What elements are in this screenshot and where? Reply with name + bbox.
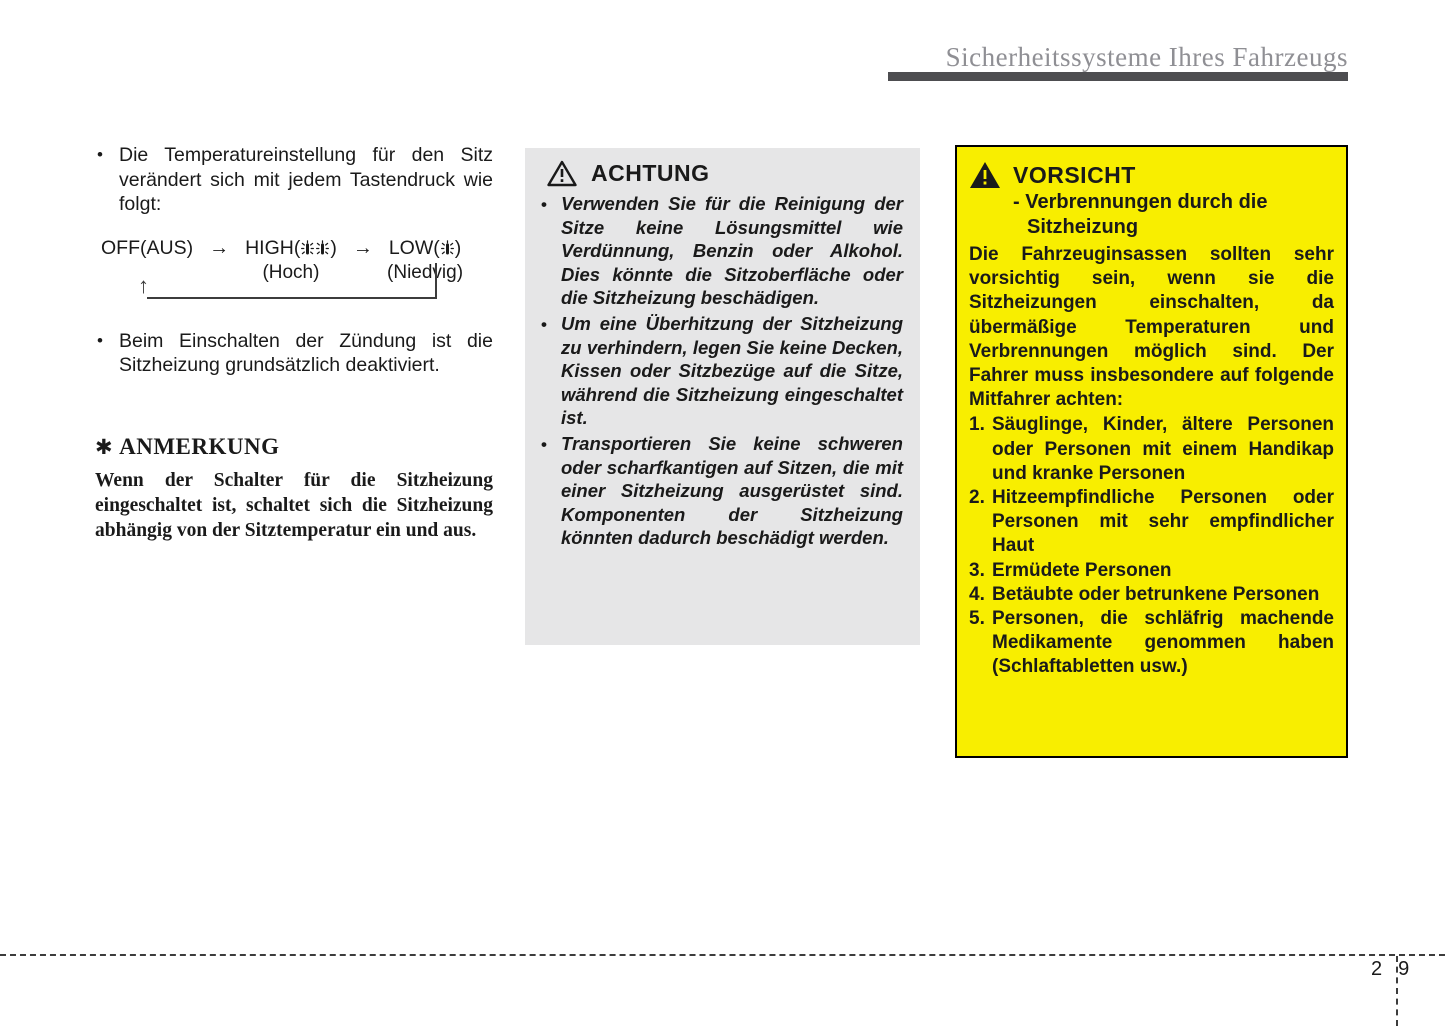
note-asterisk-icon: ✱: [95, 434, 114, 459]
warning-list-item: [969, 583, 1334, 607]
footer-dashed-rule: [0, 954, 1445, 956]
bullet-icon: •: [97, 330, 103, 350]
warning-list-item: [969, 559, 1334, 583]
warning-list-item: [969, 607, 1334, 680]
right-arrow-icon: →: [352, 236, 373, 259]
section-number: 2: [1371, 958, 1383, 980]
seat-heater-indicator-icon: [441, 240, 454, 257]
diagram-row: [101, 236, 493, 283]
up-arrow-icon: ↑: [138, 272, 149, 298]
warning-item-text: Ermüdete Personen: [992, 559, 1172, 581]
seat-heater-indicator-icon: [301, 240, 314, 257]
warning-subtitle-line1: - Verbrennungen durch die: [1013, 191, 1268, 213]
low-sublabel: (Niedvig): [387, 261, 464, 283]
high-mode-group: [245, 236, 337, 283]
list-number: 2.: [969, 487, 985, 509]
warning-item-text: Säuglinge, Kinder, ältere Personen oder Personen mit einem Handikap und kranke Personen: [992, 414, 1334, 484]
list-number: 5.: [969, 608, 985, 630]
low-mode-group: [387, 236, 464, 283]
warning-box: [955, 145, 1348, 758]
warning-intro-text: Die Fahrzeuginsassen sollten sehr vorsichtig sein, wenn sie die Sitzheizungen einschalten, da übermäßige Temperaturen und Verbrennungen möglich sind. Der Fahrer muss insbesondere auf folgende Mitfahrer achten:: [969, 244, 1334, 411]
low-label: LOW(: [388, 236, 440, 259]
bullet-icon: •: [541, 314, 547, 334]
bullet-icon: •: [97, 145, 103, 164]
list-number: 1.: [969, 414, 985, 436]
caution-title-row: [539, 160, 903, 187]
warning-item-text: Hitzeempfindliche Personen oder Personen mit sehr empfindlicher Haut: [992, 487, 1334, 557]
warning-item-text: Betäubte oder betrunkene Personen: [992, 583, 1320, 605]
bullet-text: Die Temperatureinstellung für den Sitz verändert sich mit jedem Tastendruck wie folgt:: [119, 144, 493, 215]
caution-item-text: Transportieren Sie keine schweren oder scharfkantigen auf Sitzen, die mit einer Sitzheizung ausgerüstet sind. Komponenten der Sitzheizung könnten dadurch beschädigt werden.: [561, 432, 903, 549]
high-label: HIGH(: [245, 236, 301, 259]
warning-list-item: [969, 486, 1334, 559]
bullet-icon: •: [541, 434, 547, 454]
caution-item: [539, 312, 903, 430]
page-number: [1371, 958, 1409, 981]
caution-title: ACHTUNG: [591, 160, 710, 186]
warning-title-row: [969, 161, 1334, 189]
warning-list-item: [969, 413, 1334, 486]
bullet-text: Beim Einschalten der Zündung ist die Sitzheizung grundsätzlich deaktiviert.: [119, 329, 493, 376]
list-number: 3.: [969, 559, 985, 581]
return-loop-line: [147, 263, 437, 299]
seat-heater-mode-diagram: [101, 237, 493, 317]
warning-item-text: Personen, die schläfrig machende Medikamente genommen haben (Schlaftabletten usw.): [992, 608, 1334, 678]
caution-item: [539, 192, 903, 310]
seat-heater-indicator-icon: [316, 240, 329, 257]
caution-item-text: Um eine Überhitzung der Sitzheizung zu verhindern, legen Sie keine Decken, Kissen oder Sitzbezüge auf die Sitze, während die Sitzheizung eingeschaltet ist.: [561, 312, 903, 429]
warning-subtitle-line2: Sitzheizung: [1027, 216, 1139, 238]
page-digit: 9: [1398, 958, 1410, 980]
note-heading: [95, 434, 493, 460]
bullet-temperature-setting: [95, 143, 493, 217]
bullet-icon: •: [541, 195, 547, 214]
off-label: OFF(AUS): [101, 236, 194, 259]
list-number: 4.: [969, 583, 985, 605]
left-column: [95, 143, 493, 543]
warning-triangle-outline-icon: [547, 160, 577, 187]
close-paren: ): [454, 236, 462, 259]
warning-title: VORSICHT: [1013, 161, 1136, 188]
high-sublabel: (Hoch): [262, 261, 320, 283]
header-rule: [888, 72, 1348, 81]
close-paren: ): [330, 236, 337, 259]
chapter-title: Sicherheitssysteme Ihres Fahrzeugs: [945, 42, 1348, 72]
note-title-text: ANMERKUNG: [119, 433, 280, 459]
bullet-ignition-default: [95, 329, 493, 378]
warning-list: [969, 413, 1334, 679]
warning-triangle-filled-icon: [969, 161, 1001, 189]
caution-item-text: Verwenden Sie für die Reinigung der Sitze keine Lösungsmittel wie Verdünnung, Benzin oder Alkohol. Dies könnte die Sitzoberfläche oder die Sitzheizung beschädigen.: [561, 193, 903, 309]
caution-item: [539, 432, 903, 550]
right-arrow-icon: →: [209, 236, 230, 259]
note-body-text: Wenn der Schalter für die Sitzheizung eingeschaltet ist, schaltet sich die Sitzheizung abhängig von der Sitztemperatur ein und aus.: [95, 469, 493, 541]
caution-box: [525, 148, 920, 645]
